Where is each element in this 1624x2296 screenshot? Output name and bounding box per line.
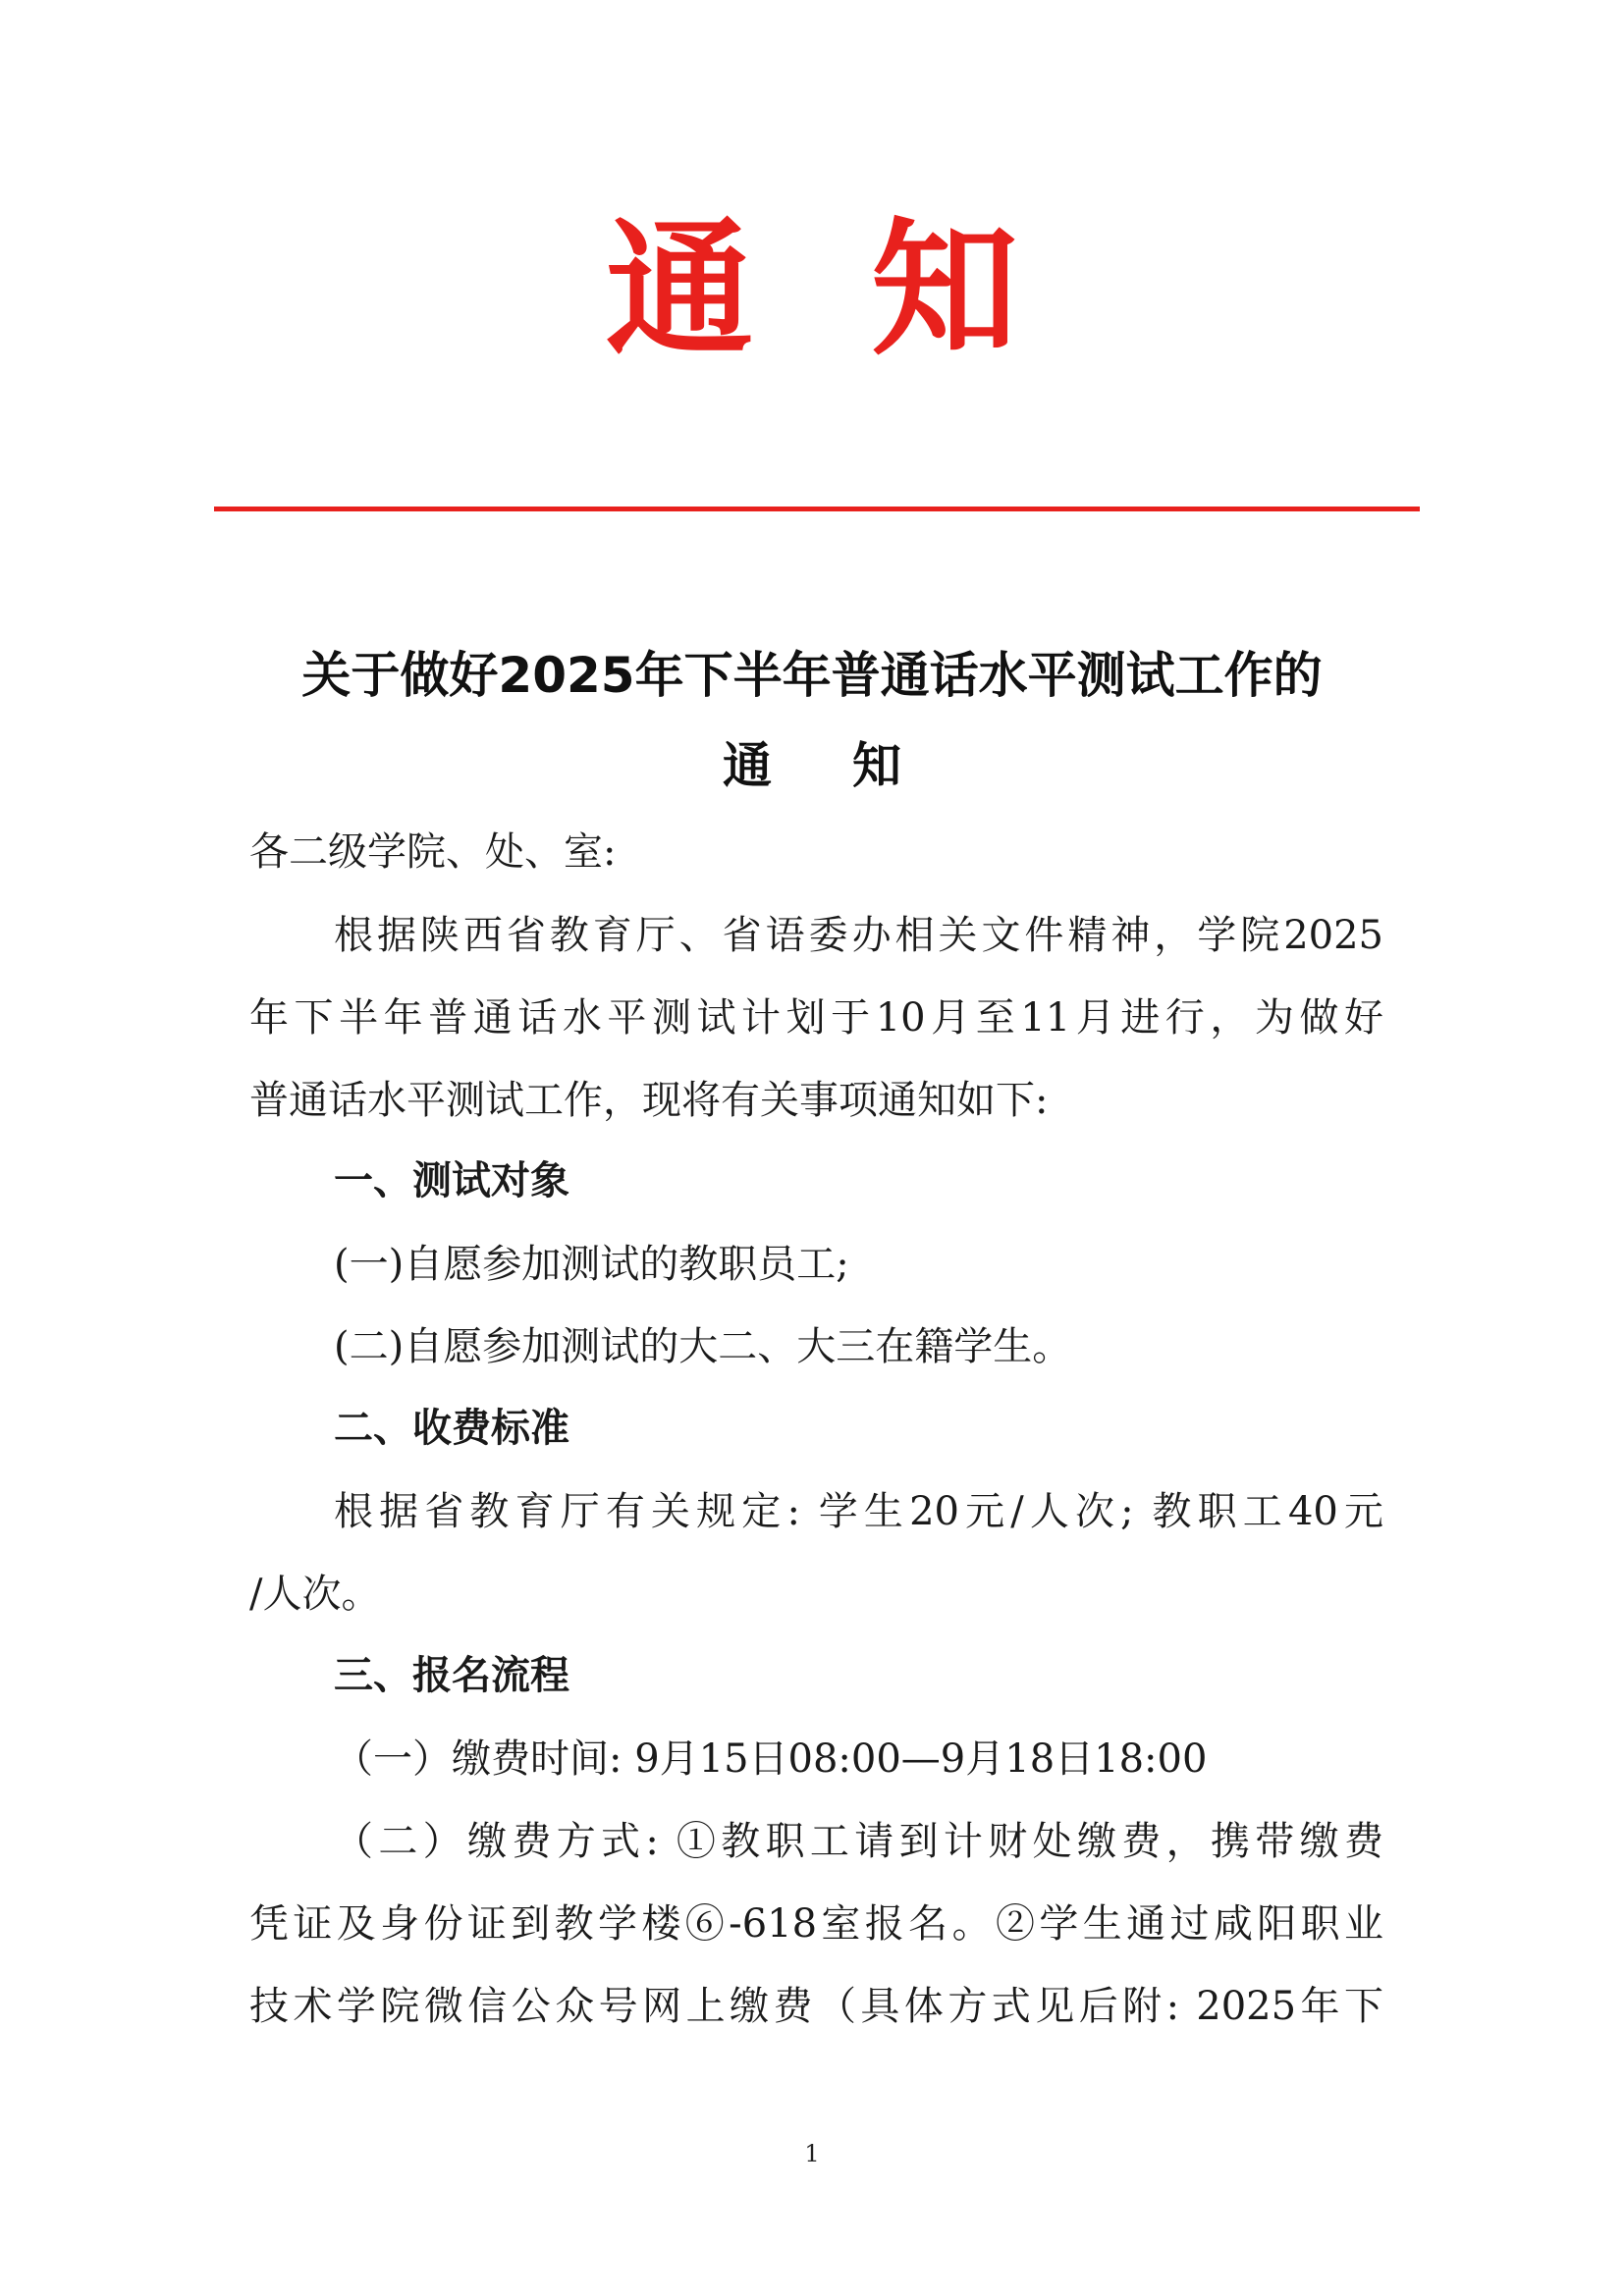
header-char-2: 知 xyxy=(871,203,1019,376)
section-3-item-2-line-1: （二）缴费方式: ①教职工请到计财处缴费，携带缴费 xyxy=(334,1819,1383,1864)
section-3-item-1: （一）缴费时间: 9月15日08:00—9月18日18:00 xyxy=(334,1736,1208,1782)
page-number: 1 xyxy=(804,2140,820,2167)
paragraph-1-line-2: 年下半年普通话水平测试计划于10月至11月进行，为做好 xyxy=(249,995,1383,1041)
section-3-item-2-line-3: 技术学院微信公众号网上缴费（具体方式见后附: 2025年下 xyxy=(249,1984,1383,2029)
red-divider-line xyxy=(214,507,1420,511)
title-char-1: 通 xyxy=(723,737,772,794)
document-title-line-2 xyxy=(0,726,1624,797)
section-2-paragraph-line-2: /人次。 xyxy=(249,1572,381,1617)
document-title-line-1: 关于做好2025年下半年普通话水平测试工作的 xyxy=(301,647,1323,704)
section-1-item-1: (一)自愿参加测试的教职员工; xyxy=(334,1242,849,1287)
title-char-2: 知 xyxy=(852,737,901,794)
section-3-item-2-line-2: 凭证及身份证到教学楼⑥-618室报名。②学生通过咸阳职业 xyxy=(249,1901,1383,1947)
salutation: 各二级学院、处、室: xyxy=(249,829,617,875)
paragraph-1-line-3: 普通话水平测试工作，现将有关事项通知如下: xyxy=(249,1078,1049,1123)
section-2-paragraph-line-1: 根据省教育厅有关规定: 学生20元/人次; 教职工40元 xyxy=(334,1489,1383,1534)
section-heading-3: 三、报名流程 xyxy=(334,1653,569,1698)
section-heading-2: 二、收费标准 xyxy=(334,1406,569,1451)
section-1-item-2: (二)自愿参加测试的大二、大三在籍学生。 xyxy=(334,1324,1072,1369)
section-heading-1: 一、测试对象 xyxy=(334,1158,569,1203)
red-notice-header xyxy=(0,203,1624,376)
header-char-1: 通 xyxy=(605,203,753,376)
paragraph-1-line-1: 根据陕西省教育厅、省语委办相关文件精神，学院2025 xyxy=(334,913,1383,958)
